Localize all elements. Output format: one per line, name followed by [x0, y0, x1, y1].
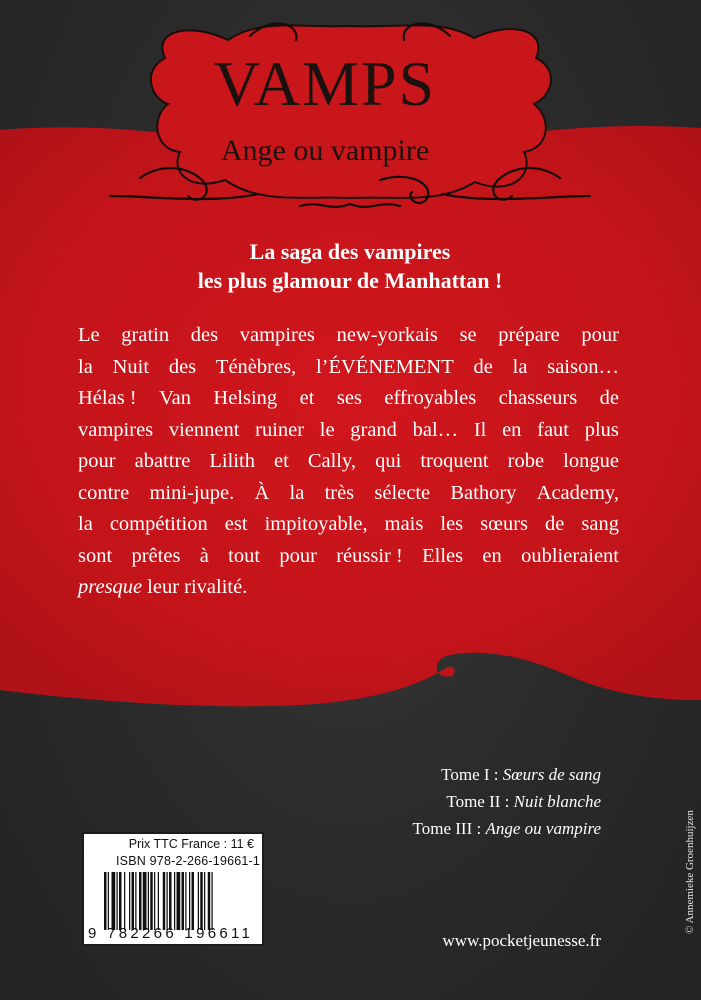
blurb-word: la — [512, 355, 528, 378]
barcode-bar — [124, 872, 125, 930]
blurb-word: se — [459, 324, 477, 346]
barcode-bar — [198, 872, 199, 930]
tome-title: Ange ou vampire — [485, 819, 601, 838]
blurb-word: impitoyable, — [264, 513, 368, 535]
blurb-word: bal… — [412, 418, 459, 441]
barcode-icon — [102, 872, 260, 930]
barcode-bar — [189, 872, 190, 930]
blurb-word: Academy, — [536, 481, 619, 504]
blurb-word: sang — [581, 513, 619, 535]
barcode-bar — [117, 872, 118, 930]
blurb-word: des — [190, 324, 219, 346]
tome-item — [413, 815, 601, 842]
blurb-word: abattre — [134, 450, 191, 472]
blurb-word: Cally, — [307, 450, 357, 472]
blurb-word: sont — [78, 544, 113, 567]
blurb-word: sélecte — [374, 481, 431, 504]
blurb-word: est — [224, 513, 248, 535]
blurb-line — [78, 352, 619, 384]
barcode-bar — [150, 872, 153, 930]
blurb-word: la — [78, 355, 93, 378]
blurb-word: Le — [78, 324, 100, 346]
blurb-word: de — [599, 387, 619, 409]
barcode-bar — [167, 872, 168, 930]
blurb-word: prêtes — [131, 544, 181, 567]
blurb-word: new-yorkais — [336, 324, 438, 346]
barcode-bar — [177, 872, 181, 930]
blurb-word: Elles — [422, 544, 464, 567]
blurb-word: les — [440, 513, 464, 535]
blurb-word: oublieraient — [521, 544, 619, 567]
book-title: VAMPS — [213, 48, 437, 119]
publisher-website: www.pocketjeunesse.fr — [442, 931, 601, 950]
tome-label: Tome II : — [446, 792, 514, 811]
price-text: Prix TTC France : 11 € — [128, 837, 254, 851]
barcode-bar — [212, 872, 213, 930]
blurb-word: pour — [581, 324, 619, 346]
barcode-bar — [163, 872, 166, 930]
blurb-word: la — [289, 481, 305, 504]
blurb-word: ruiner — [255, 418, 305, 441]
blurb-word: viennent — [168, 418, 240, 441]
blurb-line — [78, 383, 619, 415]
barcode-bar — [204, 872, 205, 930]
barcode-bar — [208, 872, 211, 930]
blurb-word: Bathory — [450, 481, 517, 504]
blurb-word: prépare — [498, 324, 560, 346]
blurb-line — [78, 415, 619, 447]
blurb-word: Helsing — [213, 387, 278, 409]
barcode-label — [82, 832, 264, 946]
series-list — [413, 761, 601, 842]
photo-credit: © Annemieke Groenhuijzen — [684, 810, 696, 934]
blurb-word: des — [168, 355, 197, 378]
blurb-word: en — [482, 544, 502, 567]
blurb-word: faut — [537, 418, 569, 441]
blurb-word: le — [319, 418, 335, 441]
blurb-word: très — [324, 481, 355, 504]
blurb-word: robe — [507, 450, 545, 472]
blurb-word: saison… — [547, 355, 619, 378]
blurb-line — [78, 478, 619, 510]
blurb-word: la — [78, 513, 93, 535]
barcode-bar — [119, 872, 122, 930]
barcode-bar — [169, 872, 172, 930]
blurb-text — [78, 320, 619, 604]
blurb-last-text: leur rivalité. — [147, 576, 248, 598]
blurb-word: longue — [563, 450, 619, 472]
blurb-line — [78, 509, 619, 541]
barcode-bar — [143, 872, 147, 930]
blurb-word: chasseurs — [498, 387, 578, 409]
blurb-word: et — [274, 450, 289, 472]
blurb-word: pour — [279, 544, 317, 567]
tome-title: Sœurs de sang — [502, 765, 601, 784]
blurb-word: tout — [228, 544, 261, 567]
barcode-bar — [148, 872, 149, 930]
blurb-word: troquent — [420, 450, 489, 472]
blurb-word: grand — [350, 418, 397, 441]
blurb-italic-word: presque — [78, 576, 143, 598]
blurb-word: compétition — [109, 513, 208, 535]
blurb-word: réussir ! — [336, 544, 403, 567]
blurb-word: de — [473, 355, 493, 378]
blurb-word: sœurs — [480, 513, 529, 535]
book-subtitle: Ange ou vampire — [220, 134, 430, 167]
blurb-last-line — [78, 572, 619, 604]
barcode-bar — [108, 872, 109, 930]
barcode-bar — [104, 872, 107, 930]
tagline-line-2: les plus glamour de Manhattan ! — [197, 268, 503, 293]
blurb-word: à — [199, 544, 209, 567]
blurb-word: Ténèbres, — [215, 355, 297, 378]
blurb-word: l’ÉVÉNEMENT — [315, 355, 454, 378]
blurb-word: Van — [159, 387, 191, 409]
barcode-bar — [154, 872, 155, 930]
barcode-bar — [182, 872, 185, 930]
blurb-word: qui — [375, 450, 402, 472]
tome-label: Tome III : — [412, 819, 486, 838]
blurb-line — [78, 320, 619, 352]
barcode-bar — [158, 872, 159, 930]
blurb-word: contre — [78, 481, 130, 504]
blurb-word: effroyables — [384, 387, 477, 409]
blurb-word: plus — [584, 418, 619, 441]
tome-item — [413, 788, 601, 815]
blurb-word: gratin — [121, 324, 170, 346]
blurb-line — [78, 541, 619, 573]
blurb-word: vampires — [239, 324, 315, 346]
blurb-word: pour — [78, 450, 116, 472]
barcode-bar — [135, 872, 136, 930]
barcode-bar — [185, 872, 186, 930]
blurb-word: vampires — [78, 418, 154, 441]
blurb-word: Hélas ! — [78, 387, 137, 409]
barcode-bar — [132, 872, 135, 930]
barcode-bar — [192, 872, 195, 930]
tome-title: Nuit blanche — [513, 792, 601, 811]
blurb-word: Il — [473, 418, 487, 441]
barcode-bar — [200, 872, 203, 930]
blurb-word: mini-jupe. — [149, 481, 235, 504]
blurb-word: Nuit — [112, 355, 150, 378]
blurb-word: Lilith — [209, 450, 255, 472]
tome-label: Tome I : — [441, 765, 503, 784]
tagline-line-1: La saga des vampires — [249, 239, 451, 264]
barcode-bar — [112, 872, 116, 930]
blurb-word: et — [299, 387, 315, 409]
blurb-word: ses — [336, 387, 362, 409]
blurb-word: de — [545, 513, 565, 535]
blurb-word: À — [254, 481, 270, 504]
barcode-digits: 9 782266 196611 — [88, 925, 254, 942]
isbn-text: ISBN 978-2-266-19661-1 — [116, 854, 261, 868]
blurb-word: en — [502, 418, 522, 441]
tome-item — [413, 761, 601, 788]
barcode-bar — [139, 872, 142, 930]
blurb-word: mais — [384, 513, 424, 535]
barcode-bar — [174, 872, 175, 930]
blurb-line — [78, 446, 619, 478]
barcode-bar — [129, 872, 130, 930]
